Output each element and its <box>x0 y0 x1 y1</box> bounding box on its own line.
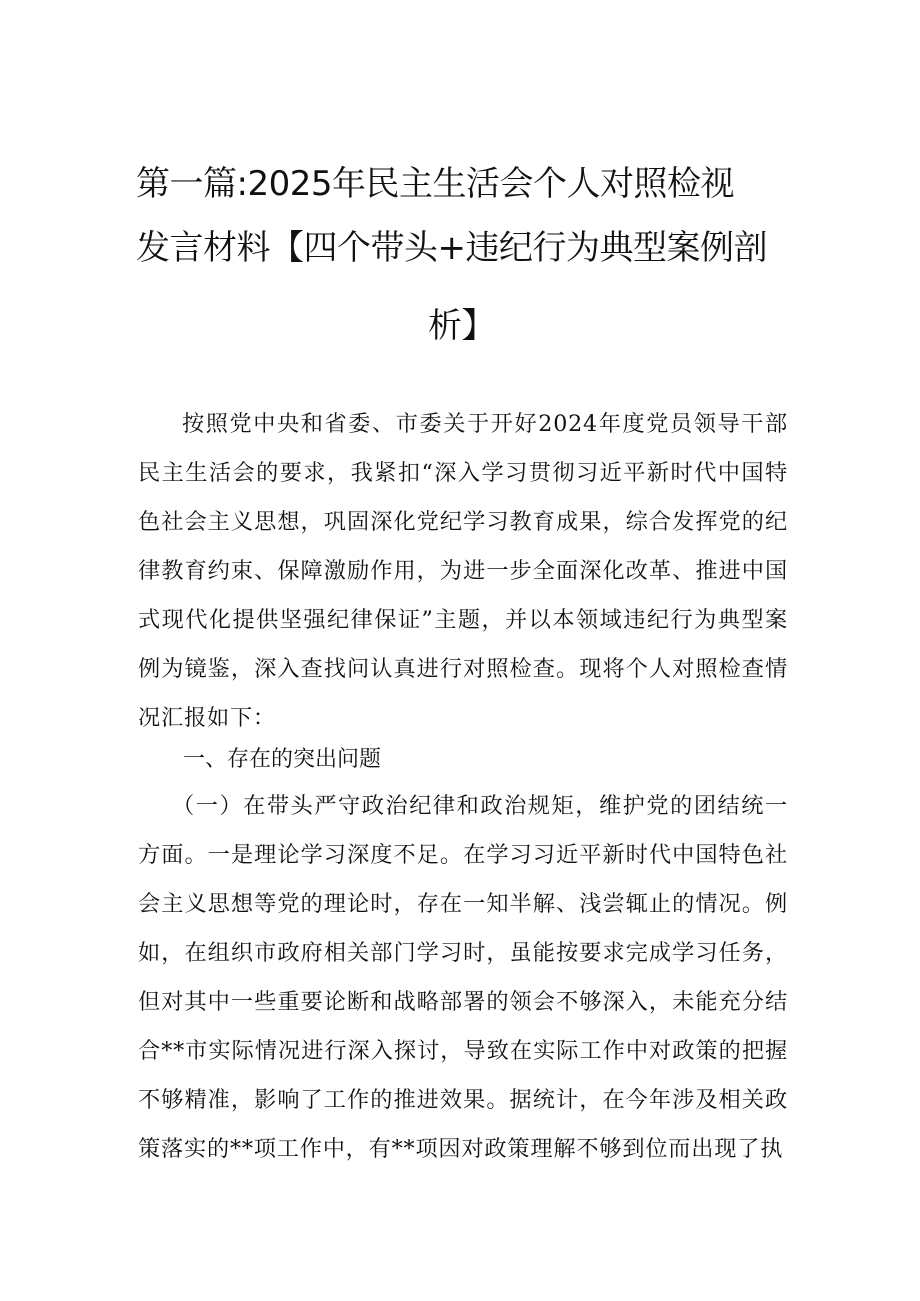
section-heading: 一、存在的突出问题 <box>183 747 382 772</box>
document-title-line-2: 发言材料【四个带头+违纪行为典型案例剖 <box>136 228 767 268</box>
intro-paragraph: 按照党中央和省委、市委关于开好2024年度党员领导干部民主生活会的要求，我紧扣“深入学习贯彻习近平新时代中国特色社会主义思想，巩固深化党纪学习教育成果，综合发挥党的纪律教育约束、保障激励作用，为进一步全面深化改革、推进中国式现代化提供坚强纪律保证”主题，并以本领域违纪行为典型案例为镜鉴，深入查找问认真进行对照检查。现将个人对照检查情况汇报如下： <box>138 411 788 731</box>
section-paragraph: （一）在带头严守政治纪律和政治规矩，维护党的团结统一方面。一是理论学习深度不足。在学习习近平新时代中国特色社会主义思想等党的理论时，存在一知半解、浅尝辄止的情况。例如，在组织市政府相关部门学习时，虽能按要求完成学习任务，但对其中一些重要论断和战略部署的领会不够深入，未能充分结合**市实际情况进行深入探讨，导致在实际工作中对政策的把握不够精准，影响了工作的推进效果。据统计，在今年涉及相关政策落实的**项工作中，有**项因对政策理解不够到位而出现了执 <box>138 793 788 1162</box>
document-title-line-3: 析】 <box>428 306 495 346</box>
document-title-line-1: 第一篇:2025年民主生活会个人对照检视 <box>136 164 734 204</box>
